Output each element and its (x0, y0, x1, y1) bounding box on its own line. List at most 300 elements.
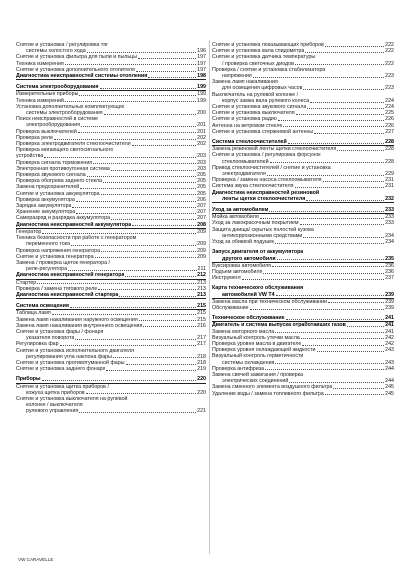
toc-entry-title: антикоррозионными средствами (222, 232, 303, 239)
toc-entry-title: Снятие и установка стержневой антенны (212, 128, 314, 135)
toc-entry-title: автомобилей VW T4 (222, 291, 275, 298)
toc-page-number: 205 (197, 190, 206, 197)
toc-page-number: 233 (385, 207, 394, 214)
toc-page-number: 224 (385, 97, 394, 104)
toc-leader-dots (72, 207, 196, 208)
toc-entry-title: Антенна на ветровом стекле (212, 122, 283, 129)
toc-leader-dots (98, 289, 196, 290)
toc-entry-title: Техническое обслуживание (212, 315, 285, 322)
toc-leader-dots (125, 276, 196, 277)
toc-section-heading (16, 73, 206, 80)
toc-leader-dots (288, 143, 384, 144)
toc-column-left (16, 42, 206, 415)
toc-page-number: 231 (385, 183, 394, 190)
toc-page-number: 203 (197, 153, 206, 160)
toc-entry-title: Хранение аккумулятора (16, 209, 76, 216)
toc-leader-dots (148, 77, 196, 78)
toc-entry-title: Инструмент (212, 275, 242, 282)
toc-entry-title: Снятие и установка противотуманной фары (16, 359, 125, 366)
toc-leader-dots (317, 351, 385, 352)
toc-page-number: 219 (197, 366, 206, 373)
toc-page-number: 228 (385, 158, 394, 165)
toc-leader-dots (132, 225, 196, 226)
toc-page-number: 201 (197, 128, 206, 135)
toc-entry-title: Проверка мигающего светосигнального (16, 147, 114, 154)
toc-leader-dots (323, 181, 385, 182)
running-footer: VW CARAVELLE (18, 557, 54, 562)
toc-leader-dots (263, 273, 384, 274)
toc-page-number: 212 (197, 272, 206, 279)
toc-leader-dots (276, 295, 385, 296)
toc-entry-title: Поиск неисправностей в системе (16, 116, 98, 123)
toc-page-number: 205 (197, 184, 206, 191)
toc-section-heading (16, 292, 206, 299)
toc-entry-title: Проверка / замена тягового реле (16, 285, 98, 292)
toc-entry-title: Проверка обогрева заднего стекла (16, 178, 103, 185)
toc-page-number: 229 (385, 171, 394, 178)
toc-entry-title: указателя поворота (26, 335, 75, 342)
toc-entry-title: Проверка уровня охлаждающей жидкости (212, 347, 316, 354)
toc-entry-title: системы электрооборудования (26, 110, 103, 117)
toc-entry-title: Проверка напряжения генератора (16, 247, 101, 254)
toc-leader-dots (337, 150, 384, 151)
toc-entry-title: Снятие и установка вала спидометра (212, 48, 305, 55)
toc-page-number: 215 (197, 316, 206, 323)
toc-entry-title: электрических соединений (222, 378, 289, 385)
toc-entry-title: Электронная противоугонная система (16, 165, 110, 172)
toc-leader-dots (71, 245, 196, 246)
toc-page-number: 231 (385, 177, 394, 184)
toc-entry-title: Проверка / снятие и установка стабилизатора (212, 66, 326, 73)
toc-page-number: 228 (385, 146, 394, 153)
toc-entry-title: Замена ламп накаливания внутреннего освещения (16, 322, 143, 329)
toc-leader-dots (104, 114, 197, 115)
toc-leader-dots (296, 114, 385, 115)
toc-page-number: 207 (197, 203, 206, 210)
toc-page-number: 213 (197, 291, 206, 298)
toc-page-number: 235 (385, 255, 394, 262)
toc-entry-title: Снятие и установка / регулировка тяг (16, 42, 109, 48)
toc-leader-dots (242, 279, 384, 280)
toc-page-number: 213 (197, 279, 206, 286)
toc-page-number: 244 (385, 365, 394, 372)
toc-leader-dots (278, 120, 384, 121)
toc-entry-title: системы охлаждения (222, 359, 275, 366)
toc-leader-dots (306, 200, 384, 201)
toc-page-number: 243 (385, 347, 394, 354)
toc-page-number: 206 (197, 196, 206, 203)
toc-section-heading (16, 222, 206, 229)
toc-page-number: 203 (197, 165, 206, 172)
toc-leader-dots (65, 64, 196, 65)
toc-entry-title: Проверка антифриза (212, 365, 265, 372)
toc-entry-title: Приборы (16, 376, 41, 383)
toc-page-number: 216 (197, 322, 206, 329)
toc-entry-title: Проверка / замена насоса стеклоомывателя (212, 177, 322, 184)
toc-entry-title: Диагностика неисправностей системы отопления (16, 73, 148, 80)
toc-entry-title: Регулировка фар (16, 341, 59, 348)
toc-entry-title: электрооборудования (26, 122, 81, 129)
toc-entry-title: регулирования угла наклона фары (26, 353, 112, 360)
toc-page-number: 197 (197, 66, 206, 73)
toc-entry-title: Снятие и установка датчика температуры (212, 54, 316, 61)
toc-entry-title: Снятие и установка звукового сигнала (212, 104, 307, 111)
toc-leader-dots (310, 102, 384, 103)
toc-entry-title: Замена свечей зажигания / проверка (212, 371, 303, 378)
toc-page-number: 197 (197, 60, 206, 67)
toc-page-number: 217 (197, 335, 206, 342)
toc-entry-title: Замена ламп накаливания наружного освещения (16, 316, 138, 323)
toc-section-heading (212, 256, 394, 263)
toc-page-number: 207 (197, 209, 206, 216)
toc-section-heading (212, 196, 394, 203)
toc-leader-dots (286, 319, 385, 320)
toc-entry-title: Проверка аккумулятора (16, 196, 75, 203)
toc-entry (212, 129, 394, 135)
toc-entry-title: Карта технического обслуживания (212, 285, 304, 292)
toc-leader-dots (113, 357, 196, 358)
toc-entry-title: Снятие и установка щитка приборов / (16, 383, 109, 390)
toc-entry-title: Снятие и установка генератора (16, 253, 94, 260)
toc-entry-title: Буксировка автомобиля (212, 262, 272, 269)
toc-leader-dots (272, 266, 384, 267)
toc-page-number: 242 (385, 340, 394, 347)
toc-entry-title: Визуальный контроль герметичности (212, 353, 304, 360)
toc-leader-dots (267, 175, 384, 176)
toc-leader-dots (132, 145, 197, 146)
toc-page-number: 224 (385, 104, 394, 111)
toc-entry-title: стеклоомывателей (222, 158, 269, 165)
toc-leader-dots (103, 182, 196, 183)
toc-leader-dots (305, 52, 384, 53)
toc-leader-dots (119, 296, 196, 297)
toc-page-number: 220 (197, 389, 206, 396)
toc-page-number: 205 (197, 178, 206, 185)
toc-entry-title: Измерительные приборы (16, 91, 79, 98)
toc-leader-dots (325, 394, 384, 395)
toc-entry-title: Система стеклоочистителей (212, 139, 287, 146)
toc-entry-title: Техника измерения (16, 60, 64, 67)
toc-entry-title: Диагностика неисправностей аккумулятора (16, 221, 132, 228)
toc-entry-title: Уход за лакокрасочным покрытием (212, 220, 299, 227)
toc-leader-dots (275, 332, 384, 333)
toc-entry-title: Стартер (16, 279, 37, 286)
toc-page-number: 225 (385, 110, 394, 117)
toc-entry-title: / проверка светочных диодов (222, 60, 294, 67)
toc-leader-dots (68, 270, 197, 271)
toc-entry-title: Зарядка аккумулятора (16, 203, 72, 210)
toc-entry-title: Замена масла при техническом обслуживании (212, 298, 327, 305)
toc-leader-dots (60, 345, 197, 346)
toc-entry-title: Замена ламп накаливания (212, 79, 278, 86)
toc-page-number: 205 (197, 172, 206, 179)
toc-entry-title: колонке / выключателя (26, 402, 83, 409)
toc-entry-title: Техника измерений (16, 97, 64, 104)
toc-leader-dots (250, 309, 385, 310)
toc-entry-title: Проверка электродвигателя стеклоочистителя (16, 141, 131, 148)
toc-leader-dots (100, 88, 197, 89)
toc-leader-dots (265, 369, 384, 370)
toc-leader-dots (42, 233, 196, 234)
toc-page-number: 209 (197, 247, 206, 254)
toc-entry-title: Проверка выключателей (16, 128, 77, 135)
toc-entry-title: Диагностика неисправностей генератора (16, 272, 125, 279)
toc-leader-dots (44, 157, 196, 158)
toc-page-number: 244 (385, 378, 394, 385)
toc-page-number: 207 (197, 215, 206, 222)
toc-leader-dots (283, 126, 384, 127)
toc-entry-title: электродвигателя (222, 171, 266, 178)
toc-page-number: 218 (197, 359, 206, 366)
toc-entry-title: Снятие и установка радио (212, 116, 277, 123)
toc-section-heading (212, 139, 394, 146)
toc-leader-dots (70, 307, 196, 308)
toc-entry-title: системы холостого хода (26, 48, 86, 55)
toc-entry-title: Установка дополнительных комплектующих (16, 103, 125, 110)
toc-leader-dots (303, 237, 384, 238)
toc-entry-title: Замена моторного масла (212, 328, 275, 335)
toc-leader-dots (301, 338, 384, 339)
toc-page-number: 232 (385, 195, 394, 202)
toc-page-number: 200 (197, 110, 206, 117)
toc-entry-title: Снятие и установка фильтра для пыли и пыльцы (16, 54, 137, 61)
toc-page-number: 234 (385, 239, 394, 246)
toc-leader-dots (275, 363, 384, 364)
toc-leader-dots (80, 188, 196, 189)
toc-section-heading (16, 272, 206, 279)
toc-leader-dots (314, 133, 384, 134)
toc-page-number: 197 (197, 54, 206, 61)
toc-page-number: 222 (385, 48, 394, 55)
toc-leader-dots (79, 95, 196, 96)
toc-page-number: 227 (385, 128, 394, 135)
toc-leader-dots (289, 382, 384, 383)
toc-page-number: 209 (197, 241, 206, 248)
toc-page-number: 209 (197, 253, 206, 260)
toc-leader-dots (87, 52, 197, 53)
toc-page-number: 239 (385, 304, 394, 311)
toc-page-number: 241 (385, 328, 394, 335)
toc-page-number: 236 (385, 268, 394, 275)
toc-leader-dots (54, 139, 196, 140)
toc-entry-title: Защита днища/ скрытых полостей кузова (212, 226, 314, 233)
toc-entry-title: Система электрооборудования (16, 84, 99, 91)
toc-entry-title: Привод стеклоочистителей / снятие и установка (212, 164, 331, 171)
toc-entry-title: Мойка автомобиля (212, 214, 259, 221)
toc-entry-title: напряжения (222, 73, 252, 80)
toc-leader-dots (93, 163, 196, 164)
toc-leader-dots (260, 218, 384, 219)
toc-leader-dots (78, 132, 196, 133)
toc-entry-title: Снятие и установка выключателя (212, 110, 295, 117)
toc-leader-dots (79, 412, 196, 413)
toc-entry-title: Уход за автомобилем (212, 207, 269, 214)
toc-leader-dots (302, 345, 384, 346)
toc-leader-dots (126, 364, 197, 365)
toc-page-number: 209 (197, 228, 206, 235)
toc-column-right (212, 42, 394, 397)
toc-page-number: 222 (385, 60, 394, 67)
toc-entry-title: Выключатель на рулевой колонке / (212, 91, 299, 98)
toc-section-heading (212, 292, 394, 299)
toc-entry-title: рулевого управления (26, 408, 79, 415)
toc-leader-dots (139, 320, 196, 321)
toc-leader-dots (87, 176, 196, 177)
toc-entry-title: Визуальный контроль утечки масла (212, 334, 300, 341)
toc-page-number: 220 (197, 376, 206, 383)
toc-entry-title: Проверка реле (16, 134, 53, 141)
toc-entry (16, 366, 206, 372)
toc-leader-dots (52, 314, 196, 315)
toc-page-number: 217 (197, 341, 206, 348)
toc-entry-title: Диагностика неисправностей резиновой (212, 189, 320, 196)
toc-page-number: 233 (385, 214, 394, 221)
toc-page-number: 213 (197, 285, 206, 292)
toc-page-number: 234 (385, 232, 394, 239)
toc-leader-dots (275, 243, 384, 244)
toc-entry-title: кожуха щитка приборов (26, 389, 85, 396)
toc-entry-title: Замена / проверка щеток генератора / (16, 259, 111, 266)
toc-section-heading (16, 303, 206, 310)
toc-leader-dots (81, 126, 196, 127)
toc-entry-title: Снятие и установка дополнительного отопителя (16, 66, 135, 73)
toc-entry-title: Саморазряд и разрядка аккумулятора (16, 215, 111, 222)
toc-leader-dots (253, 77, 384, 78)
toc-entry-title: Диагностика неисправностей стартера (16, 291, 119, 298)
toc-leader-dots (101, 251, 196, 252)
toc-page-number: 218 (197, 353, 206, 360)
toc-entry-title: Генератор (16, 228, 42, 235)
toc-page-number: 226 (385, 116, 394, 123)
toc-page-number: 223 (385, 73, 394, 80)
toc-page-number: 202 (197, 141, 206, 148)
toc-leader-dots (138, 58, 196, 59)
toc-entry (16, 408, 206, 414)
toc-page-number: 242 (385, 334, 394, 341)
toc-leader-dots (86, 393, 197, 394)
toc-entry-title: Снятие и установка аккумулятора (16, 190, 100, 197)
toc-section-heading (16, 376, 206, 383)
toc-page-number: 228 (385, 139, 394, 146)
toc-page-number: 245 (385, 384, 394, 391)
toc-entry-title: Замена сменного элемента воздушного фильтра (212, 384, 333, 391)
toc-entry-title: Двигатель и система выпуска отработавших газов (212, 322, 346, 329)
toc-entry-title: Снятие и установка исполнительного двигателя (16, 347, 134, 354)
toc-page-number: 202 (197, 134, 206, 141)
toc-leader-dots (76, 213, 196, 214)
toc-leader-dots (95, 257, 197, 258)
toc-page-number: 208 (197, 221, 206, 228)
toc-leader-dots (106, 370, 196, 371)
toc-page-number: 198 (197, 73, 206, 80)
toc-page-number: 239 (385, 298, 394, 305)
toc-entry-title: Снятие и установка показывающих приборов (212, 42, 324, 48)
toc-page-number: 199 (197, 97, 206, 104)
toc-entry-title: Снятие и установка / регулировка форсунок (212, 152, 321, 159)
toc-page-number: 222 (385, 42, 394, 48)
toc-page-number: 237 (385, 275, 394, 282)
toc-page-number: 226 (385, 122, 394, 129)
toc-section-heading (212, 207, 394, 214)
toc-entry (212, 275, 394, 281)
toc-leader-dots (325, 46, 384, 47)
toc-section-heading (212, 315, 394, 322)
toc-entry-title: ленты щетки стеклоочистителя (222, 195, 306, 202)
toc-page-number: 236 (385, 262, 394, 269)
toc-entry-title: Снятие и установка выключателя на рулевой (16, 395, 128, 402)
toc-leader-dots (347, 326, 384, 327)
toc-entry-title: переменного тока (26, 241, 71, 248)
toc-leader-dots (136, 71, 196, 72)
toc-page-number: 201 (197, 122, 206, 129)
toc-entry-title: Замена резиновой ленты щетки стеклоочистителя (212, 146, 337, 153)
toc-leader-dots (143, 326, 196, 327)
toc-entry-title: Таблица ламп (16, 310, 51, 317)
toc-page-number: 233 (385, 220, 394, 227)
toc-leader-dots (101, 194, 197, 195)
toc-page-number: 243 (385, 359, 394, 366)
toc-page-number: 239 (385, 291, 394, 298)
toc-leader-dots (295, 64, 384, 65)
toc-entry-title: другого автомобиля (222, 255, 276, 262)
toc-entry-title: Уход за обивкой подушек (212, 239, 275, 246)
toc-entry-title: Проверка уровня масла в двигателе (212, 340, 302, 347)
toc-entry-title: Проверка сигнала торможения (16, 159, 93, 166)
toc-entry (212, 239, 394, 245)
toc-entry-title: Подъем автомобиля (212, 268, 263, 275)
column-divider (209, 40, 210, 554)
toc-leader-dots (111, 170, 196, 171)
toc-page-number: 196 (197, 48, 206, 55)
toc-page-number: 211 (197, 266, 206, 273)
toc-leader-dots (111, 219, 196, 220)
toc-page-number: 241 (385, 322, 394, 329)
toc-entry-title: Техника безопасности при работе с генератором (16, 235, 137, 242)
toc-leader-dots (295, 187, 385, 188)
toc-leader-dots (333, 388, 384, 389)
toc-entry-title: Удаление воды / замена топливного фильтра (212, 390, 324, 397)
toc-leader-dots (42, 380, 197, 381)
toc-leader-dots (270, 162, 385, 163)
toc-page-number: 245 (385, 390, 394, 397)
toc-leader-dots (37, 283, 196, 284)
toc-entry-title: Снятие и установка фары / фонаря (16, 328, 104, 335)
toc-page-number: 223 (385, 85, 394, 92)
toc-leader-dots (303, 89, 384, 90)
toc-entry-title: для освещения цифровых часов (222, 85, 303, 92)
toc-entry-title: реле-регулятора (26, 266, 68, 273)
toc-entry (212, 305, 394, 311)
toc-page-number: 199 (197, 91, 206, 98)
toc-leader-dots (328, 302, 384, 303)
toc-entry-title: Система освещения (16, 303, 69, 310)
toc-entry-title: устройства (16, 153, 44, 160)
toc-entry-title: Замена предохранителей (16, 184, 80, 191)
toc-leader-dots (300, 224, 385, 225)
toc-entry (212, 391, 394, 397)
toc-section-heading (16, 84, 206, 91)
toc-entry-title: Проверка звукового сигнала (16, 172, 86, 179)
toc-entry-title: Система звука стеклоочистителя (212, 183, 294, 190)
toc-page-number: 241 (385, 315, 394, 322)
toc-page-number: 221 (197, 408, 206, 415)
toc-page-number: 215 (197, 310, 206, 317)
toc-page-number: 203 (197, 159, 206, 166)
toc-leader-dots (65, 101, 196, 102)
toc-leader-dots (307, 108, 384, 109)
toc-page-number: 199 (197, 84, 206, 91)
toc-entry-title: корпус замка вала рулевого колеса (222, 97, 310, 104)
